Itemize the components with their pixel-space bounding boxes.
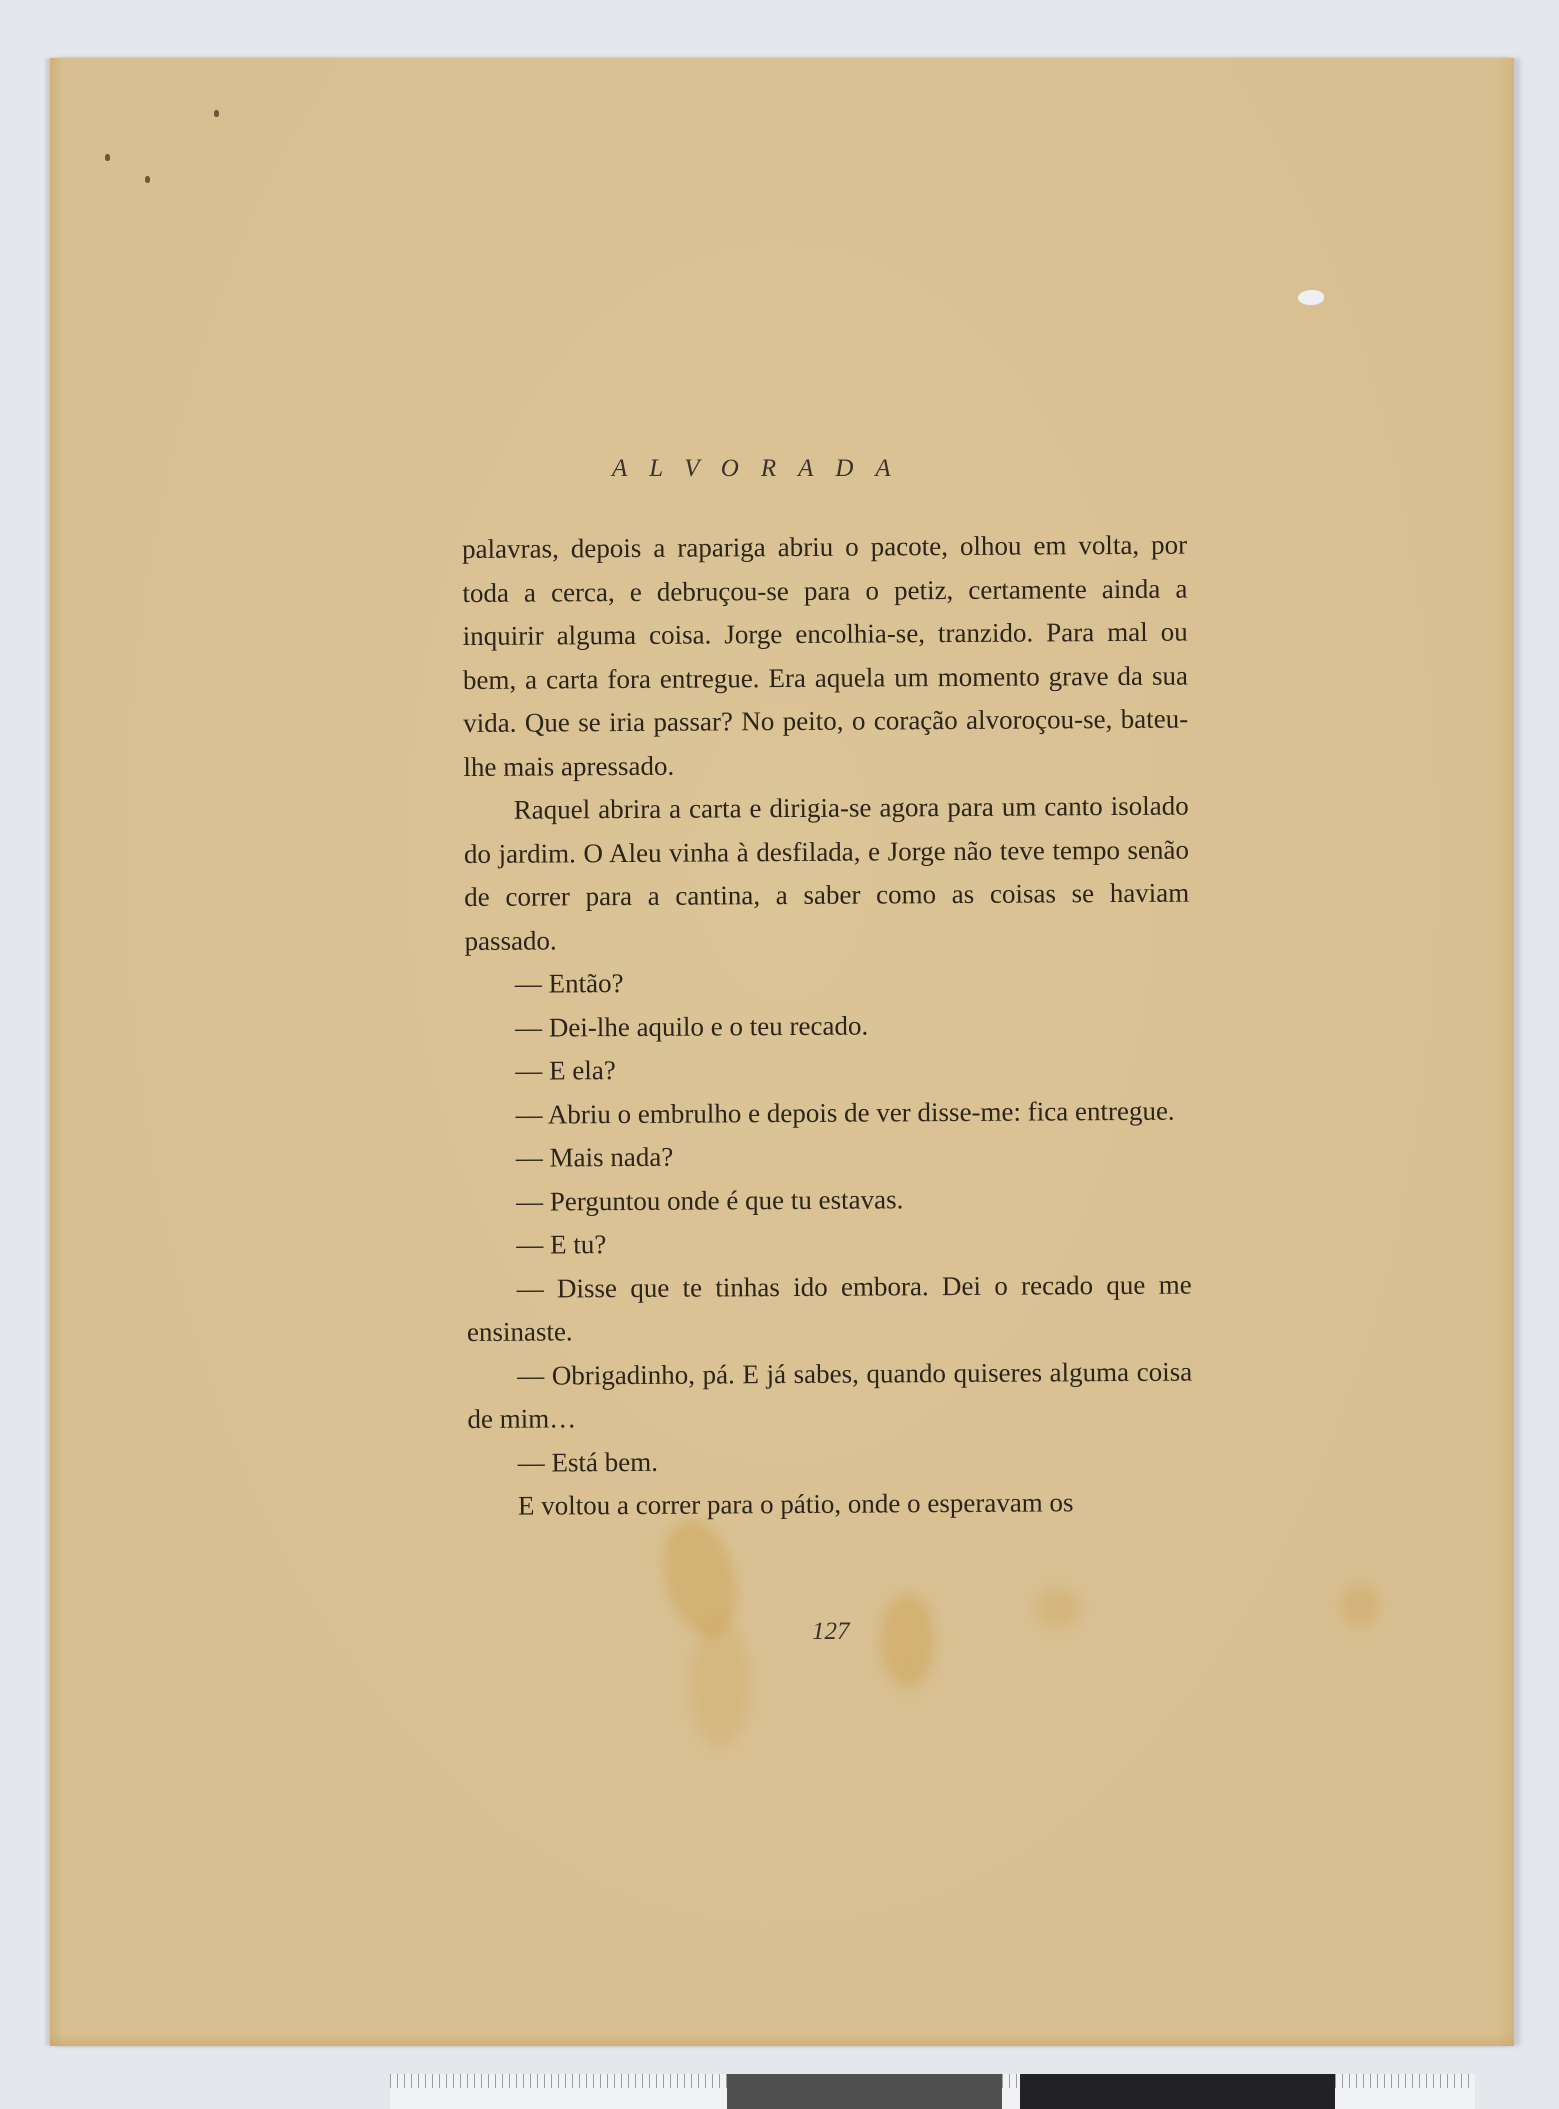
water-stain: [651, 1511, 750, 1645]
speck: [214, 110, 219, 117]
dialogue-line: — E ela?: [515, 1055, 616, 1086]
water-stain: [880, 1593, 935, 1688]
ruler-segment-white: [1335, 2074, 1475, 2109]
dialogue-line: — Dei-lhe aquilo e o teu recado.: [514, 1010, 869, 1043]
speck: [105, 154, 110, 161]
water-stain: [1340, 1583, 1380, 1628]
water-stain: [690, 1618, 750, 1748]
ruler-segment-white: [1002, 2074, 1020, 2109]
paragraph: Raquel abrira a carta e dirigia-se agora para um canto isolado do jardim. O Aleu vinha à desfilada, e Jorge não teve tempo senão de correr para a cantina, a saber como as coisas se haviam passado.: [463, 790, 1190, 956]
dialogue-line: — Abriu o embrulho e depois de ver disse-me: fica entregue.: [515, 1095, 1175, 1130]
dialogue-line: — Então?: [514, 968, 624, 999]
ruler-segment-gray: [727, 2074, 1002, 2109]
dialogue-line: — Disse que te tinhas ido embora. Dei o recado que me ensinaste.: [466, 1269, 1192, 1347]
speck: [145, 176, 150, 183]
dialogue-line: — Obrigadinho, pá. E já sabes, quando quiseres alguma coisa de mim…: [467, 1356, 1193, 1434]
running-head: ALVORADA: [612, 455, 913, 482]
dialogue-line: — E tu?: [516, 1229, 607, 1260]
body-text: [462, 524, 1193, 1529]
paragraph: E voltou a correr para o pátio, onde o esperavam os: [517, 1487, 1074, 1521]
dialogue-line: — Mais nada?: [515, 1141, 674, 1173]
dialogue-line: — Está bem.: [517, 1446, 659, 1478]
scale-ruler: [390, 2074, 1520, 2109]
water-stain: [1035, 1588, 1080, 1628]
ruler-segment-black: [1020, 2074, 1335, 2109]
paragraph: palavras, depois a rapariga abriu o pacote, olhou em volta, por toda a cerca, e debruçou-se para o petiz, certamente ainda a inquirir alguma coisa. Jorge encolhia-se, tranzido. Para mal ou bem, a carta fora entregue. Era aquela um momento grave da sua vida. Que se iria passar? No peito, o coração alvoroçou-se, bateu-lhe mais apressado.: [462, 529, 1189, 782]
page-number: 127: [812, 1618, 850, 1645]
ruler-segment-white: [390, 2074, 727, 2109]
paper-hole: [1298, 290, 1324, 305]
book-page: [50, 58, 1514, 2046]
dialogue-line: — Perguntou onde é que tu estavas.: [516, 1183, 904, 1217]
